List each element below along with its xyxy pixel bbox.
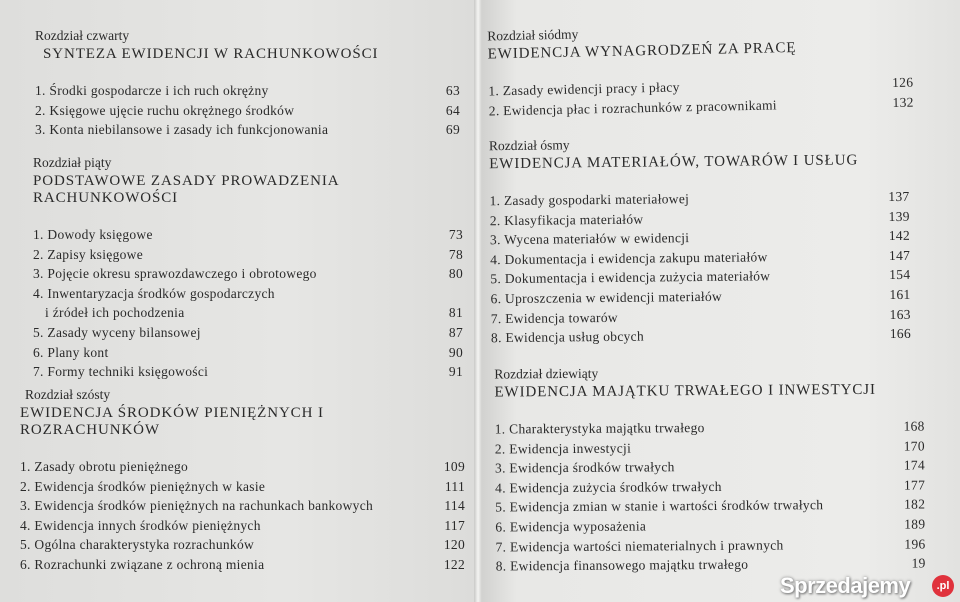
entry-title: 1. Zasady obrotu pieniężnego xyxy=(20,459,189,474)
chapter-title: EWIDENCJA ŚRODKÓW PIENIĘŻNYCH I ROZRACHUNKÓW xyxy=(20,405,324,438)
chapter-label: Rozdział czwarty xyxy=(35,28,130,43)
entry-title: 8. Ewidencja usług obcych xyxy=(490,328,645,346)
entry-page-number: 81 xyxy=(448,305,463,321)
entry-page-number: 139 xyxy=(888,208,910,224)
toc-entry xyxy=(35,81,460,101)
toc-entry xyxy=(20,555,465,575)
entry-page-number: 122 xyxy=(443,556,465,572)
entry-page-number: 73 xyxy=(448,227,463,242)
entry-page-number: 189 xyxy=(904,516,926,532)
entry-page-number: 137 xyxy=(888,188,910,205)
entry-page-number: 64 xyxy=(445,102,460,118)
toc-entry xyxy=(20,496,465,516)
chapter-section xyxy=(487,20,914,121)
entry-page-number: 117 xyxy=(444,517,465,533)
entry-page-number: 154 xyxy=(889,267,911,283)
chapter-section xyxy=(35,28,460,140)
entry-title: i źródeł ich pochodzenia xyxy=(45,305,185,321)
toc-entry xyxy=(20,516,465,536)
toc-entry xyxy=(33,284,463,304)
toc-entry xyxy=(33,303,463,323)
toc-entry xyxy=(20,535,465,555)
chapter-label: Rozdział piąty xyxy=(33,155,112,170)
book-gutter xyxy=(474,0,482,602)
entry-page-number: 111 xyxy=(444,478,465,494)
entry-title: 2. Ewidencja płac i rozrachunków z pracownikami xyxy=(488,97,778,119)
entry-page-number: 91 xyxy=(448,364,463,380)
toc-entry xyxy=(33,264,463,284)
entry-title: 3. Ewidencja środków pieniężnych na rachunkach bankowych xyxy=(20,498,374,514)
entry-title: 1. Dowody księgowe xyxy=(33,227,153,242)
entry-title: 3. Pojęcie okresu sprawozdawczego i obrotowego xyxy=(33,266,317,282)
chapter-title: EWIDENCJA MAJĄTKU TRWAŁEGO I INWESTYCJI xyxy=(494,381,876,401)
entry-page-number: 182 xyxy=(904,496,926,513)
chapter-title: SYNTEZA EWIDENCJI W RACHUNKOWOŚCI xyxy=(43,46,379,62)
entry-title: 1. Zasady ewidencji pracy i płacy xyxy=(488,79,680,99)
entry-title: 6. Plany kont xyxy=(33,344,109,360)
entry-title: 2. Ewidencja inwestycji xyxy=(494,440,632,457)
entry-title: 1. Zasady gospodarki materiałowej xyxy=(489,191,690,209)
toc-entry xyxy=(20,477,465,497)
entry-title: 7. Formy techniki księgowości xyxy=(33,364,209,380)
entry-title: 8. Ewidencja finansowego majątku trwałego xyxy=(495,556,749,574)
toc-entry xyxy=(33,225,463,245)
entry-title: 2. Księgowe ujęcie ruchu okrężnego środków xyxy=(35,102,295,118)
entry-page-number: 126 xyxy=(891,74,914,90)
chapter-label: Rozdział siódmy xyxy=(487,26,579,44)
toc-entry xyxy=(35,120,460,140)
entry-title: 5. Ogólna charakterystyka rozrachunków xyxy=(20,537,255,553)
entry-page-number: 19 xyxy=(911,555,926,571)
entry-page-number: 90 xyxy=(448,344,463,360)
toc-entry xyxy=(33,362,463,382)
entry-title: 6. Rozrachunki związane z ochroną mienia xyxy=(20,556,265,572)
entry-page-number: 163 xyxy=(889,306,911,322)
entry-title: 3. Ewidencja środków trwałych xyxy=(494,459,675,476)
entry-title: 4. Ewidencja zużycia środków trwałych xyxy=(495,478,722,496)
entry-title: 3. Konta niebilansowe i zasady ich funkcjonowania xyxy=(35,122,329,138)
entry-page-number: 87 xyxy=(448,324,463,340)
chapter-section xyxy=(33,155,463,382)
entry-page-number: 177 xyxy=(903,477,926,493)
entry-page-number: 109 xyxy=(443,459,465,474)
watermark-badge: .pl xyxy=(932,575,954,597)
entry-page-number: 120 xyxy=(443,537,465,553)
entry-title: 1. Charakterystyka majątku trwałego xyxy=(494,420,705,437)
entry-title: 3. Wycena materiałów w ewidencji xyxy=(489,230,690,248)
chapter-label: Rozdział dziewiąty xyxy=(494,365,599,382)
entry-page-number: 174 xyxy=(903,457,926,473)
chapter-title: PODSTAWOWE ZASADY PROWADZENIA RACHUNKOWOŚCI xyxy=(33,173,339,206)
entry-page-number: 132 xyxy=(892,94,914,110)
toc-entry xyxy=(20,457,465,477)
chapter-section xyxy=(489,134,911,348)
chapter-section xyxy=(494,364,925,577)
chapter-section xyxy=(20,387,465,575)
chapter-title: EWIDENCJA MATERIAŁÓW, TOWARÓW I USŁUG xyxy=(489,152,859,173)
watermark-logo: Sprzedajemy xyxy=(780,573,911,598)
entry-page-number: 78 xyxy=(448,246,463,262)
entry-title: 5. Zasady wyceny bilansowej xyxy=(33,324,201,340)
entry-title: 5. Dokumentacja i ewidencja zużycia materiałów xyxy=(490,268,771,287)
entry-title: 5. Ewidencja zmian w stanie i wartości środków trwałych xyxy=(495,497,824,515)
entry-page-number: 166 xyxy=(889,325,912,342)
entry-title: 4. Dokumentacja i ewidencja zakupu materiałów xyxy=(490,249,768,267)
entry-page-number: 63 xyxy=(445,83,460,98)
entry-page-number: 114 xyxy=(444,498,465,514)
entry-page-number: 161 xyxy=(889,286,911,302)
entry-title: 6. Uproszczenia w ewidencji materiałów xyxy=(490,288,723,307)
entry-page-number: 80 xyxy=(448,266,463,282)
chapter-title: EWIDENCJA WYNAGRODZEŃ ZA PRACĘ xyxy=(487,39,797,63)
entry-title: 4. Inwentaryzacja środków gospodarczych xyxy=(33,285,275,301)
entry-page-number: 147 xyxy=(888,247,911,263)
entry-page-number: 69 xyxy=(445,122,460,138)
chapter-label: Rozdział ósmy xyxy=(488,137,570,154)
entry-title: 2. Ewidencja środków pieniężnych w kasie xyxy=(20,478,266,494)
toc-entry xyxy=(33,343,463,363)
entry-title: 6. Ewidencja wyposażenia xyxy=(495,518,647,535)
entry-title: 4. Ewidencja innych środków pieniężnych xyxy=(20,517,261,533)
entry-title: 2. Zapisy księgowe xyxy=(33,246,144,262)
entry-title: 7. Ewidencja wartości niematerialnych i prawnych xyxy=(495,537,784,555)
entry-page-number: 170 xyxy=(903,438,925,454)
entry-page-number: 168 xyxy=(903,418,925,434)
toc-entry xyxy=(33,245,463,265)
entry-title: 1. Środki gospodarcze i ich ruch okrężny xyxy=(35,83,269,98)
entry-page-number: 196 xyxy=(904,536,926,552)
entry-title: 7. Ewidencja towarów xyxy=(490,309,618,326)
toc-entry xyxy=(35,101,460,121)
chapter-label: Rozdział szósty xyxy=(25,387,111,402)
toc-entry xyxy=(33,323,463,343)
entry-page-number: 142 xyxy=(888,227,911,244)
entry-title: 2. Klasyfikacja materiałów xyxy=(489,211,644,228)
entry-page-number xyxy=(439,284,463,304)
